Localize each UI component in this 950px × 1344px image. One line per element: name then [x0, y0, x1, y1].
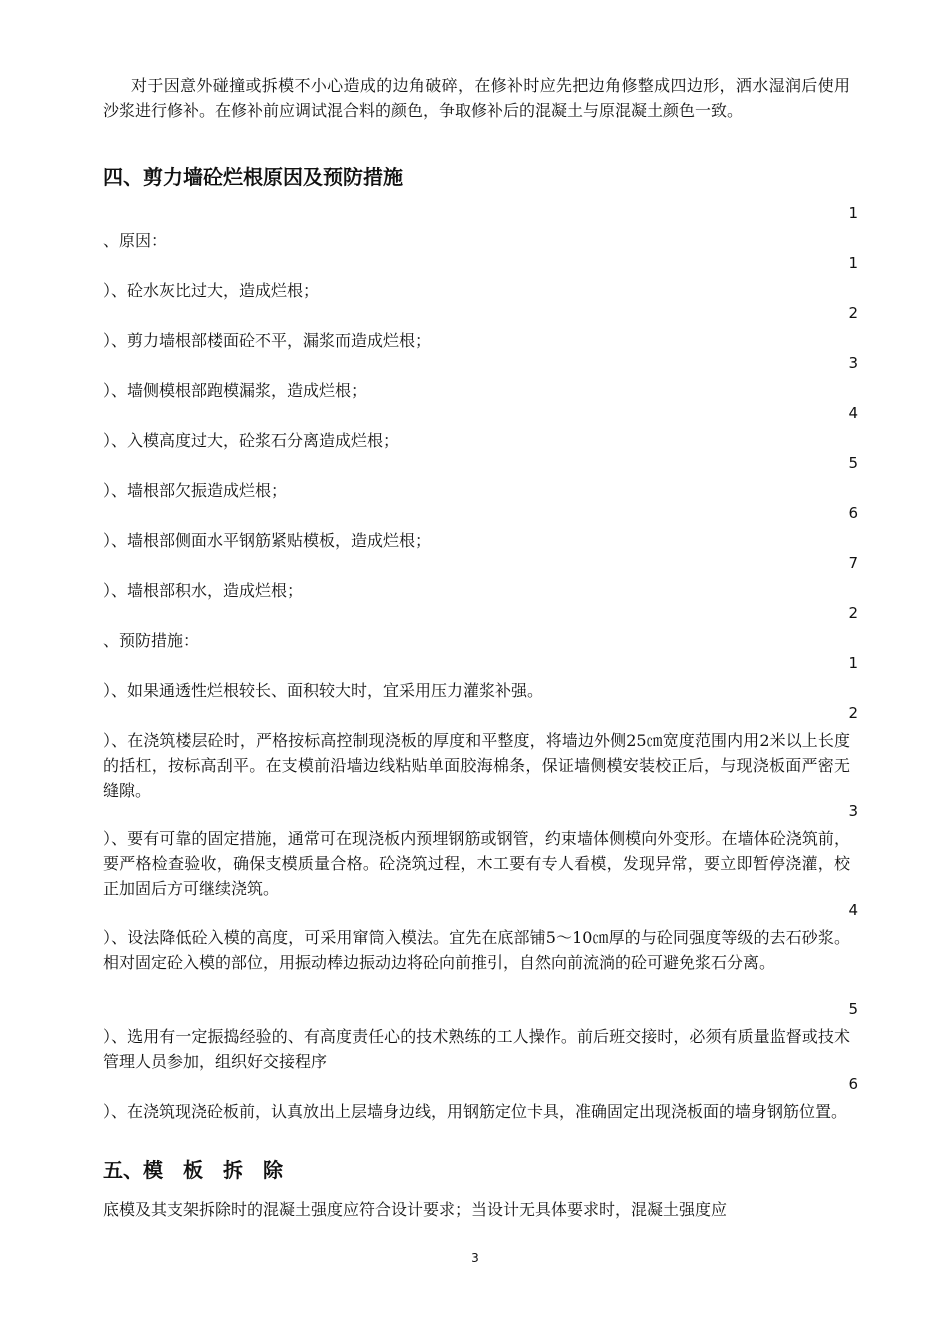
- cause-item: ）、剪力墙根部楼面砼不平，漏浆而造成烂根；: [103, 331, 432, 350]
- section-5-heading: 五、模 板 拆 除: [103, 1158, 283, 1182]
- cause-item-number: 4: [848, 404, 858, 422]
- section-5-paragraph: 底模及其支架拆除时的混凝土强度应符合设计要求；当设计无具体要求时，混凝土强度应: [103, 1200, 728, 1219]
- measure-item: ）、如果通透性烂根较长、面积较大时，宜采用压力灌浆补强。: [103, 681, 544, 700]
- measure-item-number: 3: [848, 802, 858, 820]
- measure-item-number: 2: [848, 704, 858, 722]
- cause-item: ）、入模高度过大，砼浆石分离造成烂根；: [103, 431, 400, 450]
- measure-item: ）、选用有一定振捣经验的、有高度责任心的技术熟练的工人操作。前后班交接时，必须有质量监督或技术管理人员参加，组织好交接程序: [103, 1027, 850, 1071]
- measure-item-number: 1: [848, 654, 858, 672]
- measure-item-number: 4: [848, 901, 858, 919]
- measure-number: 2: [848, 604, 858, 622]
- measure-item: ）、设法降低砼入模的高度，可采用窜筒入模法。宜先在底部铺5～10㎝厚的与砼同强度等级的去石砂浆。相对固定砼入模的部位，用振动棒边振动边将砼向前推引，自然向前流淌的砼可避免浆石分离。: [103, 928, 850, 972]
- measure-item-number: 6: [848, 1075, 858, 1093]
- section-4-heading: 四、剪力墙砼烂根原因及预防措施: [103, 165, 403, 189]
- cause-item: ）、墙根部欠振造成烂根；: [103, 481, 288, 500]
- cause-item: ）、墙侧模根部跑模漏浆，造成烂根；: [103, 381, 368, 400]
- cause-item: ）、墙根部积水，造成烂根；: [103, 581, 304, 600]
- page-number: 3: [471, 1251, 479, 1265]
- measure-item-number: 5: [848, 1000, 858, 1018]
- cause-item: ）、墙根部侧面水平钢筋紧贴模板，造成烂根；: [103, 531, 432, 550]
- cause-item-number: 6: [848, 504, 858, 522]
- measure-item: ）、在浇筑现浇砼板前，认真放出上层墙身边线，用钢筋定位卡具，准确固定出现浇板面的墙身钢筋位置。: [103, 1102, 848, 1121]
- cause-item: ）、砼水灰比过大，造成烂根；: [103, 281, 320, 300]
- cause-item-number: 3: [848, 354, 858, 372]
- cause-item-number: 7: [848, 554, 858, 572]
- intro-paragraph: 对于因意外碰撞或拆模不小心造成的边角破碎，在修补时应先把边角修整成四边形，洒水湿润后使用沙浆进行修补。在修补前应调试混合料的颜色，争取修补后的混凝土与原混凝土颜色一致。: [103, 76, 850, 120]
- cause-item-number: 5: [848, 454, 858, 472]
- cause-item-number: 2: [848, 304, 858, 322]
- cause-item-number: 1: [848, 254, 858, 272]
- measure-item: ）、在浇筑楼层砼时，严格按标高控制现浇板的厚度和平整度，将墙边外侧25㎝宽度范围内用2米以上长度的括杠，按标高刮平。在支模前沿墙边线粘贴单面胶海棉条，保证墙侧模安装校正后，与现浇板面严密无缝隙。: [103, 731, 850, 800]
- cause-number: 1: [848, 204, 858, 222]
- cause-label: 、原因：: [103, 231, 168, 250]
- measure-item: ）、要有可靠的固定措施，通常可在现浇板内预埋钢筋或钢管，约束墙体侧模向外变形。在墙体砼浇筑前，要严格检查验收，确保支模质量合格。砼浇筑过程，木工要有专人看模，发现异常，要立即暂停浇灌，校正加固后方可继续浇筑。: [103, 829, 850, 898]
- measure-label: 、预防措施：: [103, 631, 200, 650]
